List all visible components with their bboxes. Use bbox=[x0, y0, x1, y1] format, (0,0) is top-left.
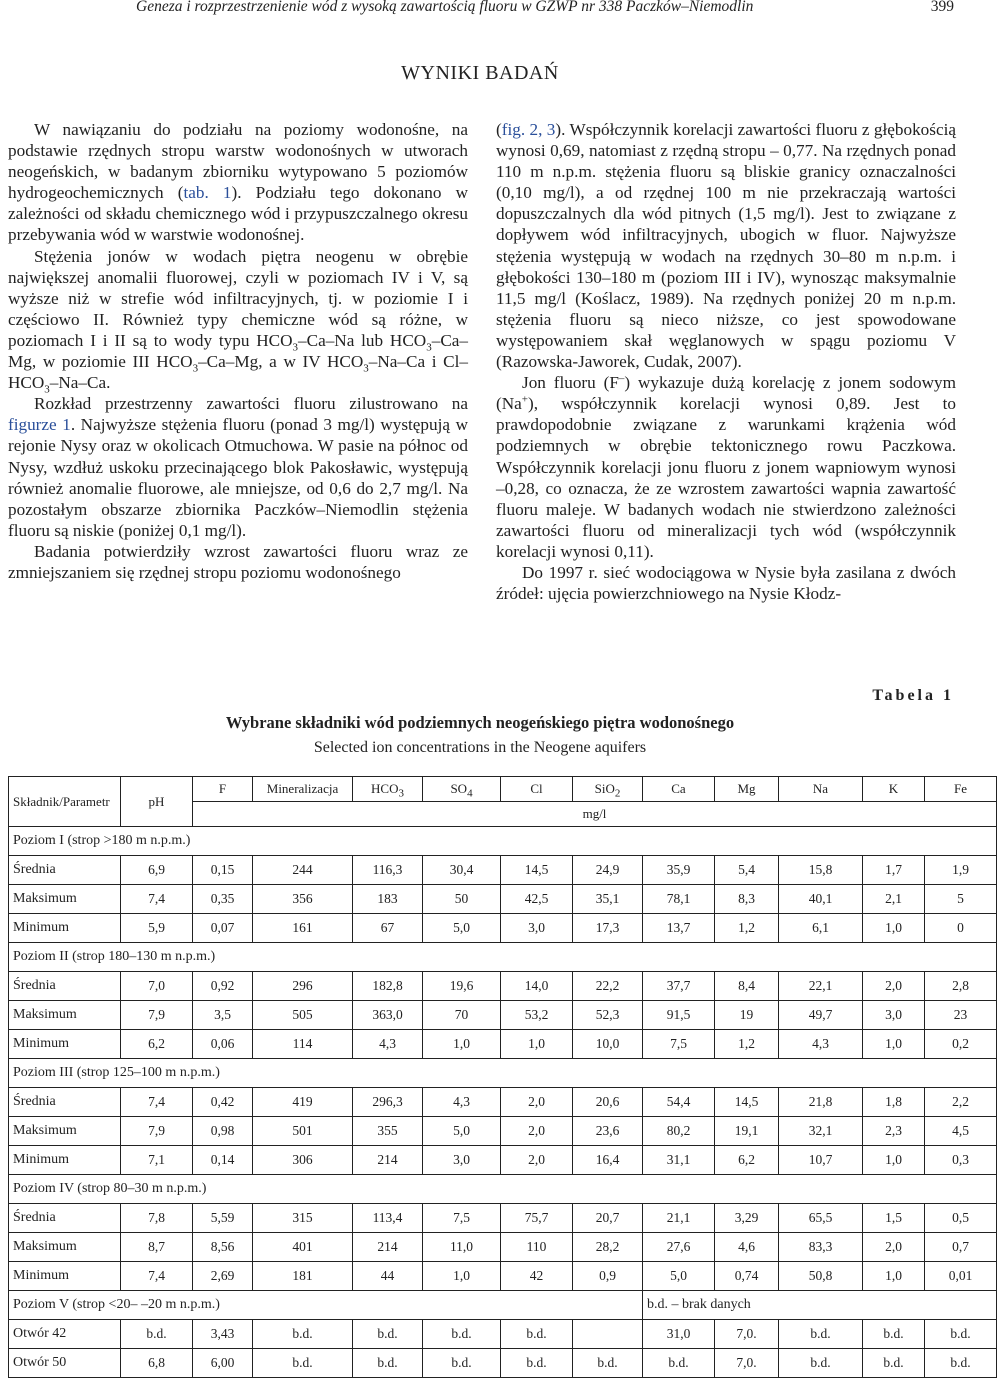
value-cell: 70 bbox=[423, 1001, 501, 1030]
figure-reference-link[interactable]: figurze 1 bbox=[8, 415, 71, 435]
ph-header-cell: pH bbox=[121, 777, 193, 827]
value-cell: 7,0. bbox=[715, 1349, 779, 1378]
value-cell: 1,0 bbox=[863, 914, 925, 943]
value-cell: 161 bbox=[253, 914, 353, 943]
value-cell: 110 bbox=[501, 1233, 573, 1262]
value-cell: 65,5 bbox=[779, 1204, 863, 1233]
row-label-cell: Średnia bbox=[9, 856, 121, 885]
value-cell: 20,7 bbox=[573, 1204, 643, 1233]
value-cell: 2,3 bbox=[863, 1117, 925, 1146]
value-cell: 114 bbox=[253, 1030, 353, 1059]
column-header-text: Fe bbox=[954, 781, 967, 796]
value-cell: 7,4 bbox=[121, 1262, 193, 1291]
column-header-cell bbox=[193, 777, 253, 802]
value-cell: b.d. bbox=[643, 1349, 715, 1378]
value-cell: 8,56 bbox=[193, 1233, 253, 1262]
group-header-row bbox=[9, 1175, 997, 1204]
value-cell: 16,4 bbox=[573, 1146, 643, 1175]
value-cell: 14,5 bbox=[715, 1088, 779, 1117]
value-cell: 19,6 bbox=[423, 972, 501, 1001]
value-cell: 17,3 bbox=[573, 914, 643, 943]
table-row bbox=[9, 1001, 997, 1030]
row-label-cell: Maksimum bbox=[9, 885, 121, 914]
column-header-cell bbox=[253, 777, 353, 802]
value-cell: b.d. bbox=[863, 1320, 925, 1349]
value-cell: 2,8 bbox=[925, 972, 997, 1001]
value-cell: 31,1 bbox=[643, 1146, 715, 1175]
value-cell: 2,0 bbox=[863, 972, 925, 1001]
group-header-row bbox=[9, 827, 997, 856]
value-cell: 20,6 bbox=[573, 1088, 643, 1117]
value-cell: 15,8 bbox=[779, 856, 863, 885]
paragraph: Jon fluoru (F–) wykazuje dużą korelację z jonem sodowym (Na+), współczynnik korelacji wynosi 0,89. Jest to prawdopodobnie związane z warunkami krążenia wód podziemnych w obrębie tektonicznego rowu Paczkowa. Współczynnik korelacji jonu fluoru z jonem wapniowym wynosi –0,28, co oznacza, że ze wzrostem zawartości wapnia zawartość fluoru maleje. W badanych wodach nie stwierdzono zależności zawartości fluoru od mineralizacji tych wód (współczynnik korelacji wynosi 0,11). bbox=[496, 372, 956, 561]
value-cell: 5 bbox=[925, 885, 997, 914]
value-cell: 315 bbox=[253, 1204, 353, 1233]
table-row bbox=[9, 1320, 997, 1349]
column-header-cell bbox=[643, 777, 715, 802]
value-cell: 5,0 bbox=[423, 914, 501, 943]
paragraph: W nawiązaniu do podziału na poziomy wodonośne, na podstawie rzędnych stropu warstw wodonośnych w utworach neogeńskich, w badanym zbiorniku wytypowano 5 poziomów hydrogeochemicznych (tab. 1). Podziału tego dokonano w zależności od składu chemicznego wód i przypuszczalnego okresu przebywania wód w warstwie wodonośnej. bbox=[8, 120, 468, 245]
value-cell: 4,3 bbox=[353, 1030, 423, 1059]
column-header-cell bbox=[501, 777, 573, 802]
row-label-cell: Maksimum bbox=[9, 1117, 121, 1146]
no-data-note-cell: b.d. – brak danych bbox=[643, 1291, 997, 1320]
value-cell: 6,8 bbox=[121, 1349, 193, 1378]
value-cell: 4,3 bbox=[423, 1088, 501, 1117]
value-cell: 2,0 bbox=[501, 1088, 573, 1117]
value-cell: 214 bbox=[353, 1233, 423, 1262]
column-header-cell bbox=[779, 777, 863, 802]
value-cell: 363,0 bbox=[353, 1001, 423, 1030]
paragraph: (fig. 2, 3). Współczynnik korelacji zawartości fluoru z głębokością wynosi 0,69, natomiast z rzędną stropu – 0,77. Na rzędnych ponad 110 m n.p.m. stężenia fluoru są bliskie granicy oznaczalności (0,10 mg/l), a od rzędnej 100 m nie przekraczają wartości dopuszczalnych dla wód pitnych (1,5 mg/l). Jest to związane z dopływem wód infiltracyjnych, ubogich w fluor. Najwyższe stężenia występują w wodach na rzędnych 30–80 m n.p.m. i głębokości 130–180 m (poziom III i IV), wynosząc maksymalnie 11,5 mg/l (Koślacz, 1989). Na rzędnych poniżej 20 m n.p.m. stężenia fluoru są nieco niższe, co jest spowodowane występowaniem skał węglanowych w spągu poziomu V (Razowska-Jaworek, Cudak, 2007). bbox=[496, 120, 956, 372]
value-cell: 0,5 bbox=[925, 1204, 997, 1233]
value-cell: 1,2 bbox=[715, 914, 779, 943]
value-cell: 0,2 bbox=[925, 1030, 997, 1059]
value-cell: 19,1 bbox=[715, 1117, 779, 1146]
value-cell: 355 bbox=[353, 1117, 423, 1146]
value-cell: 1,2 bbox=[715, 1030, 779, 1059]
value-cell: 23 bbox=[925, 1001, 997, 1030]
value-cell: 2,2 bbox=[925, 1088, 997, 1117]
value-cell: b.d. bbox=[925, 1349, 997, 1378]
value-cell: b.d. bbox=[501, 1320, 573, 1349]
value-cell: 6,2 bbox=[121, 1030, 193, 1059]
value-cell bbox=[573, 1320, 643, 1349]
value-cell: 22,2 bbox=[573, 972, 643, 1001]
table-title: Wybrane składniki wód podziemnych neogeńskiego piętra wodonośnego bbox=[225, 713, 735, 732]
value-cell: 0,07 bbox=[193, 914, 253, 943]
paragraph: Badania potwierdziły wzrost zawartości fluoru wraz ze zmniejszaniem się rzędnej stropu poziomu wodonośnego bbox=[8, 541, 468, 582]
value-cell: 1,5 bbox=[863, 1204, 925, 1233]
table-row bbox=[9, 1088, 997, 1117]
value-cell: 1,7 bbox=[863, 856, 925, 885]
value-cell: 8,4 bbox=[715, 972, 779, 1001]
value-cell: 78,1 bbox=[643, 885, 715, 914]
value-cell: 5,0 bbox=[643, 1262, 715, 1291]
value-cell: 0,35 bbox=[193, 885, 253, 914]
value-cell: 4,6 bbox=[715, 1233, 779, 1262]
value-cell: 3,43 bbox=[193, 1320, 253, 1349]
row-label-cell: Otwór 50 bbox=[9, 1349, 121, 1378]
table-row bbox=[9, 1204, 997, 1233]
column-header-subscript: 3 bbox=[398, 787, 404, 800]
value-cell: 21,1 bbox=[643, 1204, 715, 1233]
value-cell: 401 bbox=[253, 1233, 353, 1262]
value-cell: 52,3 bbox=[573, 1001, 643, 1030]
column-header-text: Cl bbox=[530, 781, 543, 796]
section-title: WYNIKI BADAŃ bbox=[401, 62, 559, 84]
value-cell: 83,3 bbox=[779, 1233, 863, 1262]
row-label-cell: Otwór 42 bbox=[9, 1320, 121, 1349]
value-cell: 0,7 bbox=[925, 1233, 997, 1262]
table-row bbox=[9, 914, 997, 943]
paragraph: Rozkład przestrzenny zawartości fluoru zilustrowano na figurze 1. Najwyższe stężenia fluoru (ponad 3 mg/l) występują w rejonie Nysy oraz w okolicach Otmuchowa. W pasie na północ od Nysy, wzdłuż uskoku przecinającego blok Pakosławic, występują również anomalie fluorowe, ale mniejsze, od 0,6 do 2,7 mg/l. Na pozostałym obszarze zbiornika Paczków–Niemodlin stężenia fluoru są niskie (poniżej 0,1 mg/l). bbox=[8, 394, 468, 540]
value-cell: 7,4 bbox=[121, 1088, 193, 1117]
running-header bbox=[0, 0, 960, 18]
value-cell: 23,6 bbox=[573, 1117, 643, 1146]
value-cell: 19 bbox=[715, 1001, 779, 1030]
value-cell: 5,59 bbox=[193, 1204, 253, 1233]
value-cell: 7,0. bbox=[715, 1320, 779, 1349]
value-cell: 53,2 bbox=[501, 1001, 573, 1030]
value-cell: 1,0 bbox=[423, 1262, 501, 1291]
value-cell: 306 bbox=[253, 1146, 353, 1175]
value-cell: 8,3 bbox=[715, 885, 779, 914]
value-cell: 7,5 bbox=[423, 1204, 501, 1233]
row-label-cell: Minimum bbox=[9, 1262, 121, 1291]
value-cell: 0,3 bbox=[925, 1146, 997, 1175]
value-cell: 214 bbox=[353, 1146, 423, 1175]
column-header-text: K bbox=[888, 781, 899, 796]
value-cell: 4,5 bbox=[925, 1117, 997, 1146]
group-title-cell: Poziom IV (strop 80–30 m n.p.m.) bbox=[9, 1175, 997, 1204]
column-header-text: HCO bbox=[371, 781, 399, 796]
value-cell: 21,8 bbox=[779, 1088, 863, 1117]
value-cell: 181 bbox=[253, 1262, 353, 1291]
column-header-cell bbox=[573, 777, 643, 802]
value-cell: 116,3 bbox=[353, 856, 423, 885]
value-cell: 3,0 bbox=[423, 1146, 501, 1175]
group-header-row bbox=[9, 1291, 997, 1320]
row-label-cell: Średnia bbox=[9, 1204, 121, 1233]
value-cell: 0,06 bbox=[193, 1030, 253, 1059]
value-cell: 4,3 bbox=[779, 1030, 863, 1059]
value-cell: b.d. bbox=[253, 1320, 353, 1349]
table-row bbox=[9, 1233, 997, 1262]
row-label-cell: Maksimum bbox=[9, 1233, 121, 1262]
table-row bbox=[9, 1030, 997, 1059]
group-title-cell: Poziom II (strop 180–130 m n.p.m.) bbox=[9, 943, 997, 972]
value-cell: b.d. bbox=[863, 1349, 925, 1378]
column-header-cell bbox=[925, 777, 997, 802]
row-label-cell: Minimum bbox=[9, 1146, 121, 1175]
value-cell: 35,1 bbox=[573, 885, 643, 914]
value-cell: 91,5 bbox=[643, 1001, 715, 1030]
value-cell: b.d. bbox=[573, 1349, 643, 1378]
value-cell: 44 bbox=[353, 1262, 423, 1291]
table-row bbox=[9, 856, 997, 885]
value-cell: 0,14 bbox=[193, 1146, 253, 1175]
value-cell: 22,1 bbox=[779, 972, 863, 1001]
row-label-cell: Maksimum bbox=[9, 1001, 121, 1030]
value-cell: 50 bbox=[423, 885, 501, 914]
column-header-text: SiO bbox=[594, 781, 615, 796]
column-header-text: Mineralizacja bbox=[266, 781, 339, 796]
value-cell: 0,74 bbox=[715, 1262, 779, 1291]
value-cell: 5,9 bbox=[121, 914, 193, 943]
value-cell: 505 bbox=[253, 1001, 353, 1030]
value-cell: b.d. bbox=[353, 1320, 423, 1349]
value-cell: 7,9 bbox=[121, 1117, 193, 1146]
value-cell: 5,0 bbox=[423, 1117, 501, 1146]
value-cell: 3,5 bbox=[193, 1001, 253, 1030]
value-cell: 3,0 bbox=[863, 1001, 925, 1030]
value-cell: b.d. bbox=[501, 1349, 573, 1378]
table-subtitle: Selected ion concentrations in the Neogene aquifers bbox=[313, 739, 647, 756]
data-table bbox=[8, 776, 997, 1378]
value-cell: 13,7 bbox=[643, 914, 715, 943]
column-header-text: Ca bbox=[671, 781, 686, 796]
value-cell: 42,5 bbox=[501, 885, 573, 914]
value-cell: 0,98 bbox=[193, 1117, 253, 1146]
value-cell: 8,7 bbox=[121, 1233, 193, 1262]
value-cell: 244 bbox=[253, 856, 353, 885]
group-title-cell: Poziom V (strop <20– –20 m n.p.m.) bbox=[9, 1291, 643, 1320]
value-cell: b.d. bbox=[353, 1349, 423, 1378]
value-cell: 32,1 bbox=[779, 1117, 863, 1146]
value-cell: 0 bbox=[925, 914, 997, 943]
value-cell: 14,0 bbox=[501, 972, 573, 1001]
value-cell: 27,6 bbox=[643, 1233, 715, 1262]
value-cell: 50,8 bbox=[779, 1262, 863, 1291]
value-cell: 67 bbox=[353, 914, 423, 943]
value-cell: 5,4 bbox=[715, 856, 779, 885]
group-title-cell: Poziom I (strop >180 m n.p.m.) bbox=[9, 827, 997, 856]
value-cell: 80,2 bbox=[643, 1117, 715, 1146]
param-header-cell: Składnik/Parametr bbox=[9, 777, 121, 827]
value-cell: 2,1 bbox=[863, 885, 925, 914]
value-cell: 0,15 bbox=[193, 856, 253, 885]
value-cell: 3,0 bbox=[501, 914, 573, 943]
value-cell: 0,92 bbox=[193, 972, 253, 1001]
column-header-subscript: 4 bbox=[467, 787, 473, 800]
figure-reference-link[interactable]: fig. 2, 3 bbox=[501, 120, 556, 139]
value-cell: 30,4 bbox=[423, 856, 501, 885]
column-header-cell bbox=[353, 777, 423, 802]
left-column bbox=[8, 119, 468, 583]
value-cell: 419 bbox=[253, 1088, 353, 1117]
value-cell: 42 bbox=[501, 1262, 573, 1291]
column-header-text: F bbox=[218, 781, 227, 796]
paragraph: Do 1997 r. sieć wodociągowa w Nysie była zasilana z dwóch źródeł: ujęcia powierzchniowego na Nysie Kłodz- bbox=[496, 562, 956, 604]
value-cell: 296 bbox=[253, 972, 353, 1001]
value-cell: b.d. bbox=[925, 1320, 997, 1349]
value-cell: 183 bbox=[353, 885, 423, 914]
value-cell: 31,0 bbox=[643, 1320, 715, 1349]
value-cell: 296,3 bbox=[353, 1088, 423, 1117]
value-cell: 28,2 bbox=[573, 1233, 643, 1262]
unit-cell: mg/l bbox=[193, 802, 997, 827]
value-cell: 2,69 bbox=[193, 1262, 253, 1291]
running-title: Geneza i rozprzestrzenienie wód z wysoką zawartością fluoru w GZWP nr 338 Paczków–Niemodlin bbox=[136, 0, 754, 15]
value-cell: 75,7 bbox=[501, 1204, 573, 1233]
row-label-cell: Minimum bbox=[9, 914, 121, 943]
table-row bbox=[9, 1117, 997, 1146]
value-cell: 1,0 bbox=[863, 1146, 925, 1175]
value-cell: 40,1 bbox=[779, 885, 863, 914]
value-cell: 11,0 bbox=[423, 1233, 501, 1262]
value-cell: 501 bbox=[253, 1117, 353, 1146]
row-label-cell: Minimum bbox=[9, 1030, 121, 1059]
value-cell: 182,8 bbox=[353, 972, 423, 1001]
page-number: 399 bbox=[930, 0, 954, 15]
group-header-row bbox=[9, 1059, 997, 1088]
paragraph: Stężenia jonów w wodach piętra neogenu w obrębie największej anomalii fluorowej, czyli w poziomach IV i V, są wyższe niż w strefie wód infiltracyjnych, tj. w poziomie I i częściowo II. Również typy chemiczne wód są różne, w poziomach I i II są to wody typu $HCO_3-Ca-Na$ lub $HCO_3-Ca-Mg$, w poziomie III $HCO_3-Ca-Mg$, a w IV $HCO_3-Na-Ca$ i $Cl-HCO_3-Na-Ca$. bbox=[8, 246, 468, 396]
value-cell: 0,01 bbox=[925, 1262, 997, 1291]
value-cell: 35,9 bbox=[643, 856, 715, 885]
value-cell: b.d. bbox=[779, 1349, 863, 1378]
value-cell: 1,8 bbox=[863, 1088, 925, 1117]
row-label-cell: Średnia bbox=[9, 1088, 121, 1117]
value-cell: 7,9 bbox=[121, 1001, 193, 1030]
value-cell: 49,7 bbox=[779, 1001, 863, 1030]
value-cell: 54,4 bbox=[643, 1088, 715, 1117]
value-cell: 1,0 bbox=[863, 1262, 925, 1291]
value-cell: 356 bbox=[253, 885, 353, 914]
table-row bbox=[9, 972, 997, 1001]
group-header-row bbox=[9, 943, 997, 972]
value-cell: 7,5 bbox=[643, 1030, 715, 1059]
table-row bbox=[9, 1146, 997, 1175]
value-cell: 2,0 bbox=[501, 1146, 573, 1175]
value-cell: 7,8 bbox=[121, 1204, 193, 1233]
value-cell: 7,4 bbox=[121, 885, 193, 914]
value-cell: 10,7 bbox=[779, 1146, 863, 1175]
value-cell: 10,0 bbox=[573, 1030, 643, 1059]
value-cell: 0,9 bbox=[573, 1262, 643, 1291]
value-cell: b.d. bbox=[779, 1320, 863, 1349]
column-header-text: Mg bbox=[737, 781, 756, 796]
table-row bbox=[9, 1262, 997, 1291]
value-cell: 1,0 bbox=[501, 1030, 573, 1059]
row-label-cell: Średnia bbox=[9, 972, 121, 1001]
table-header-row bbox=[9, 777, 997, 802]
column-header-subscript: 2 bbox=[614, 787, 621, 800]
value-cell: 1,0 bbox=[423, 1030, 501, 1059]
value-cell: 2,0 bbox=[863, 1233, 925, 1262]
value-cell: b.d. bbox=[423, 1349, 501, 1378]
table-row bbox=[9, 1349, 997, 1378]
column-header-text: SO bbox=[450, 781, 468, 796]
table-row bbox=[9, 885, 997, 914]
column-header-cell bbox=[715, 777, 779, 802]
column-header-cell bbox=[423, 777, 501, 802]
table-reference-link[interactable]: tab. 1 bbox=[183, 183, 232, 203]
group-title-cell: Poziom III (strop 125–100 m n.p.m.) bbox=[9, 1059, 997, 1088]
value-cell: 6,00 bbox=[193, 1349, 253, 1378]
value-cell: 6,1 bbox=[779, 914, 863, 943]
value-cell: 6,9 bbox=[121, 856, 193, 885]
value-cell: 113,4 bbox=[353, 1204, 423, 1233]
value-cell: 7,1 bbox=[121, 1146, 193, 1175]
value-cell: 1,0 bbox=[863, 1030, 925, 1059]
value-cell: b.d. bbox=[253, 1349, 353, 1378]
value-cell: 6,2 bbox=[715, 1146, 779, 1175]
table-label: Tabela 1 bbox=[872, 687, 954, 704]
value-cell: 0,42 bbox=[193, 1088, 253, 1117]
value-cell: b.d. bbox=[121, 1320, 193, 1349]
value-cell: 3,29 bbox=[715, 1204, 779, 1233]
value-cell: 37,7 bbox=[643, 972, 715, 1001]
column-header-cell bbox=[863, 777, 925, 802]
value-cell: 7,0 bbox=[121, 972, 193, 1001]
value-cell: 2,0 bbox=[501, 1117, 573, 1146]
value-cell: 24,9 bbox=[573, 856, 643, 885]
value-cell: 14,5 bbox=[501, 856, 573, 885]
value-cell: 1,9 bbox=[925, 856, 997, 885]
column-header-text: Na bbox=[812, 781, 829, 796]
right-column bbox=[496, 119, 956, 604]
value-cell: b.d. bbox=[423, 1320, 501, 1349]
